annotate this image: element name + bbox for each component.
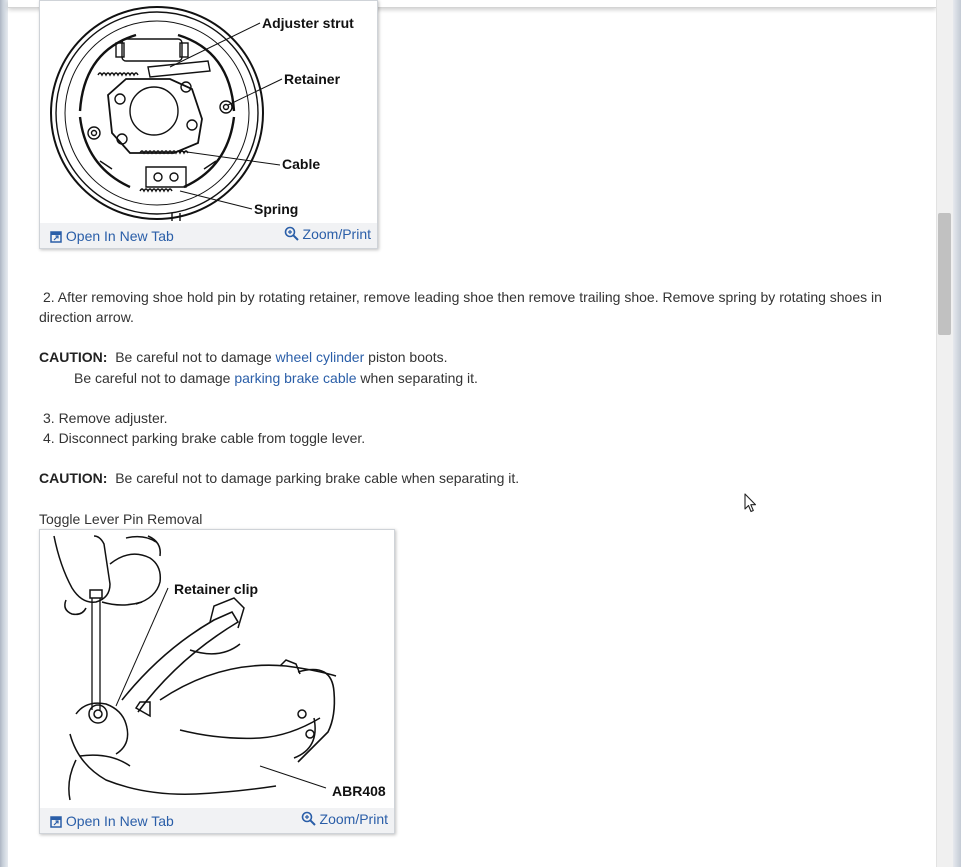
caution-block-2 xyxy=(39,468,909,488)
step-4-text: 4. Disconnect parking brake cable from toggle lever. xyxy=(43,430,366,446)
caution-label-2: CAUTION: xyxy=(39,470,108,486)
caution-label: CAUTION: xyxy=(39,349,108,365)
step-2-text xyxy=(39,287,909,327)
step-2-content: 2. After removing shoe hold pin by rotating retainer, remove leading shoe then remove trailing shoe. Remove spring by rotating shoes in direction arrow. xyxy=(39,289,882,325)
zoom-print-label-2: Zoom/Print xyxy=(319,811,388,827)
scrollbar-thumb[interactable] xyxy=(938,213,951,335)
zoom-print-label: Zoom/Print xyxy=(302,226,371,242)
window-left-edge xyxy=(0,0,8,867)
figure-brake-assembly xyxy=(39,0,378,249)
label-adjuster-strut: Adjuster strut xyxy=(262,15,354,31)
open-in-new-tab-link[interactable] xyxy=(50,228,174,244)
open-new-tab-icon xyxy=(50,231,62,243)
label-figure-code: ABR408 xyxy=(332,783,386,799)
figure-caption: Toggle Lever Pin Removal xyxy=(39,511,203,527)
caution-block-1 xyxy=(39,347,909,367)
caution-2-text: Be careful not to damage parking brake cable when separating it. xyxy=(115,470,520,486)
figure-2-toolbar xyxy=(40,808,394,833)
wheel-cylinder-link[interactable]: wheel cylinder xyxy=(275,349,365,365)
zoom-print-link[interactable] xyxy=(284,226,371,242)
zoom-magnifier-icon xyxy=(284,226,299,241)
figure-toolbar xyxy=(40,223,377,248)
step-3-text: 3. Remove adjuster. xyxy=(43,410,168,426)
label-retainer: Retainer xyxy=(284,71,341,87)
zoom-print-link-2[interactable] xyxy=(301,811,388,827)
parking-brake-cable-link[interactable]: parking brake cable xyxy=(234,370,357,386)
open-in-new-tab-link-2[interactable] xyxy=(50,813,174,829)
caution-1-line-1-end: piston boots. xyxy=(364,349,448,365)
open-in-new-tab-label-2: Open In New Tab xyxy=(65,813,174,829)
caution-1-line-1-text: Be careful not to damage xyxy=(115,349,276,365)
figure-toggle-lever xyxy=(39,529,395,834)
caution-block-1-line-2 xyxy=(74,368,944,388)
mouse-cursor-icon xyxy=(744,493,758,513)
open-new-tab-icon xyxy=(50,816,62,828)
caution-1-line-2-text: Be careful not to damage xyxy=(74,370,235,386)
caution-1-line-2-end: when separating it. xyxy=(356,370,478,386)
toggle-lever-diagram xyxy=(40,530,394,807)
vertical-scrollbar[interactable] xyxy=(936,0,954,867)
brake-assembly-diagram xyxy=(40,1,377,222)
label-retainer-clip: Retainer clip xyxy=(174,581,259,597)
label-cable: Cable xyxy=(282,156,321,172)
window-right-edge xyxy=(953,0,961,867)
open-in-new-tab-label: Open In New Tab xyxy=(65,228,174,244)
zoom-magnifier-icon xyxy=(301,811,316,826)
label-spring: Spring xyxy=(254,201,299,217)
